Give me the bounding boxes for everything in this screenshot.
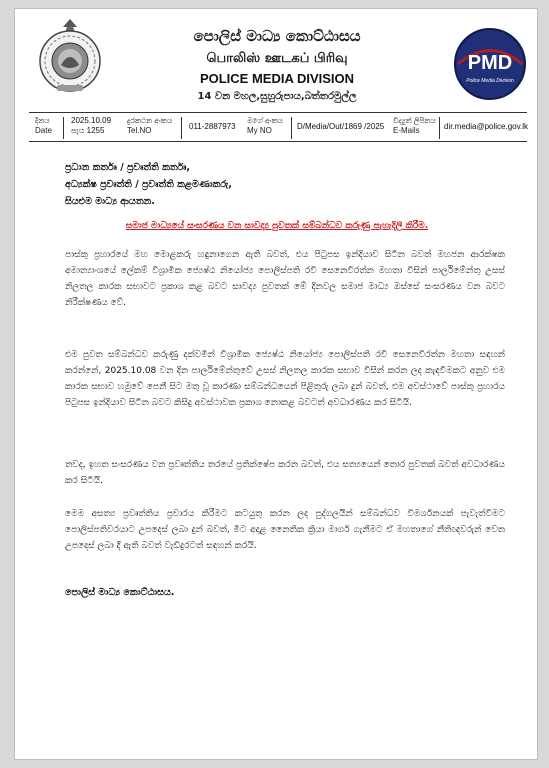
addressee-line: සියළුම මාධ්‍ය ආයතන. [65,196,155,207]
letter-page [14,8,538,760]
addressee-block [65,159,232,210]
tel-value: 011-2887973 [189,122,236,131]
signature-line: පොලිස් මාධ්‍ය කොට්ඨාසය. [65,587,175,598]
pmd-logo-icon [453,27,527,101]
addressee-line: අධ්‍යක්ෂ ප්‍රවෘත්ති / ප්‍රවෘත්ති කළමණාකරු, [65,179,232,190]
body-paragraph: මෙම අසත්‍ය ප්‍රවෘත්තිය ප්‍රචාරය කිරීමට කටයුතු කරන ලද පුද්ගලයින් සම්බන්ධව විමර්ශනයක් පැවැත්වීමට පොලිස්පතිවරයාට උපදෙස් ලබා දුන් බවත්, මීට අදාළ නෛතික ක්‍රියා මාර්ග ගැනීමට ඒ මහතාගේ නීතිඥවරුන් වෙත උපදෙස් ලබා දී ඇති බවත් වැඩිදුරටත් සඳහන් කරයි. [65,509,505,551]
body-paragraph: පාස්කු ප්‍රහාරයේ මහ මොළකරු හඳුනාගෙන ඇති බවත්, එය පිටුපස ඉන්දියාව සිටින බවත් මහජන ආරක්ෂක අමාත්‍යාංශයේ ලේකම් විශ්‍රාමික ජ්‍යෙෂ්ඨ නියෝජ්‍ය පොලිස්පති රවි සෙනෙවිරත්න මහතා විසින් පාර්ලිමේන්තු උසස් නිලතල කාරක සභාවට ප්‍රකාශ කළ බවට සාවද්‍ය පුවතක් මේ දිනවල සමාජ මාධ්‍ය ඔස්සේ සංසරණය වන බවට නිරීක්ෂණය වේ. [65,250,505,308]
pmd-logo-subtext: Police Media Division [466,78,514,84]
body-paragraph: තවද, ඉහත සංසරණය වන ප්‍රවෘත්තිය තරයේ ප්‍රතික්ෂේප කරන බවත්, එය සත්‍යයෙන් තොර පුවතක් බවත් අවධාරණය කර සිටියි. [65,460,505,486]
email-value[interactable]: dir.media@police.gov.lk [444,122,529,131]
tel-label: දුරකථන අංකය Tel.NO [127,116,173,135]
email-label: විද්‍යුත් ලිපිනය E-Mails [393,116,436,135]
addressee-line: ප්‍රධාන කර්තෘ / ප්‍රවෘත්ති කර්තෘ, [65,162,191,173]
body-paragraph: එම පුවත සම්බන්ධව කරුණු දක්වමින් විශ්‍රාමික ජ්‍යෙෂ්ඨ නියෝජ්‍ය පොලිස්පති රවි සෙනෙවිරත්න මහතා සඳහන් කරන්නේ, 2025.10.08 වන දින පාර්ලිමේන්තුවේ උසස් නිලතල කාරක සභාව විසින් කරන ලද කැඳවීමකට අනුව එම කාරක සභාව හමුවේ පෙනී සිට මතු වූ කාරණා සම්බන්ධයෙන් පිළිතුරු ලබා දුන් බවත්, එම අවස්ථාවේ පාස්කු ප්‍රහාරය පිටුපස ඉන්දියාව සිටින බවට කිසිදු අවස්ථාවක ප්‍රකාශ නොකළ බවටත් අවධාරණය කර සිටියි. [65,350,505,408]
info-bar [29,112,527,142]
header-title-sinhala: පොලිස් මාධ්‍ය කොට්ඨාසය [193,27,361,45]
header-address: 14 වන මහල,සුහුරුපාය,බත්තරමුල්ල [197,91,357,102]
date-value: 2025.10.09 පැය 1255 [71,116,112,135]
pmd-logo-text: PMD [467,52,513,74]
letter-subject: සමාජ මාධ්‍යයේ සංසරණය වන සාවද්‍ය පුවතක් සම්බන්ධව කරුණු පැහැදිලි කිරීම. [125,221,429,231]
date-label: දිනය Date [35,116,52,135]
my-no-value: D/Media/Out/1869 /2025 [297,122,385,131]
my-no-label: මගේ අංකය My NO [247,116,283,135]
header-title-tamil: பொலிஸ் ஊடகப் பிரிவு [206,51,348,66]
header-title-english: POLICE MEDIA DIVISION [199,71,355,86]
